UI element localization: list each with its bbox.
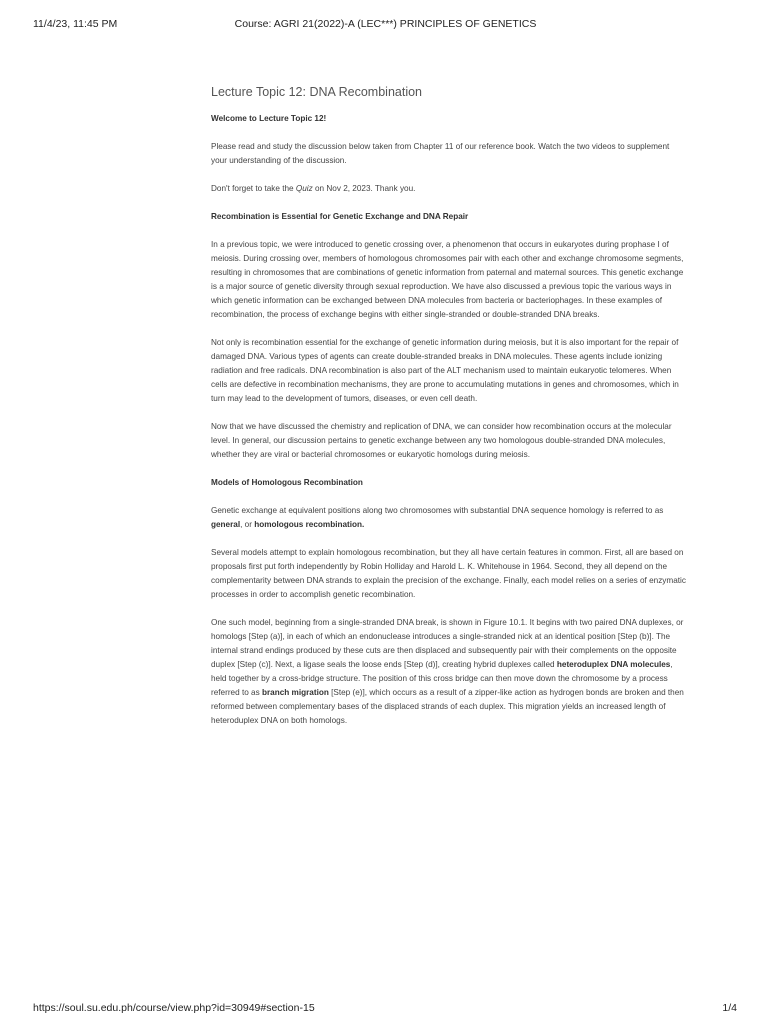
quiz-reminder-before: Don't forget to take the [211,184,296,193]
paragraph-general-recombination [211,504,686,532]
print-course-title: Course: AGRI 21(2022)-A (LEC***) PRINCIPLES OF GENETICS [234,18,537,30]
term-heteroduplex-dna: heteroduplex DNA molecules [556,660,671,669]
paragraph-figure-model [211,616,686,728]
quiz-link[interactable]: Quiz [295,184,313,193]
term-general: general [211,520,241,529]
lecture-title: Lecture Topic 12: DNA Recombination [211,85,422,99]
print-header [33,18,738,32]
paragraph-crossing-over: In a previous topic, we were introduced to genetic crossing over, a phenomenon that occurs in eukaryotes during prophase I of meiosis. During crossing over, members of homologous chromosomes pair with each other and exchange chromosome segments, resulting in chromosomes that are combinations of genetic information from paternal and maternal sources. This genetic exchange is a major source of genetic diversity through sexual reproduction. We have also discussed a previous topic the various ways in which genetic information can be exchanged between DNA molecules from bacteria or bacteriophages. In these examples of recombination, the process of exchange begins with either single-stranded or double-stranded DNA breaks. [211,240,684,319]
figure-model-text-3: [Step (e)], which occurs as a result of a zipper-like action as hydrogen bonds are broken and then reformed between complementary bases of the displaced strands of each duplex. This migration yields an increased length of heteroduplex DNA on both homologs. [211,688,684,725]
term-homologous-recombination: homologous recombination. [254,520,365,529]
lecture-content [211,84,686,742]
quiz-reminder [211,182,686,196]
print-footer [33,1002,737,1016]
print-url: https://soul.su.edu.ph/course/view.php?id=30949#section-15 [33,1002,315,1014]
paragraph-molecular-level: Now that we have discussed the chemistry and replication of DNA, we can consider how recombination occurs at the molecular level. In general, our discussion pertains to genetic exchange between any two homologous double-stranded DNA molecules, whether they are viral or bacterial chromosomes or eukaryotic homologs during meiosis. [211,422,672,459]
section-heading-models: Models of Homologous Recombination [211,478,363,487]
paragraph-dna-repair: Not only is recombination essential for the exchange of genetic information during meiosis, but it is also important for the repair of damaged DNA. Various types of agents can create double-stranded breaks in DNA molecules. These agents include ionizing radiation and free radicals. DNA recombination is also part of the ALT mechanism used to maintain eukaryotic telomeres. When cells are defective in recombination mechanisms, they are prone to accumulating mutations in genes and chromosomes, which in turn may lead to the development of tumors, diseases, or even cell death. [211,338,679,403]
page-number: 1/4 [722,1002,737,1014]
figure-model-text-1: One such model, beginning from a single-stranded DNA break, is shown in Figure 10.1. It begins with two paired DNA duplexes, or homologs [Step (a)], in each of which an endonuclease introduces a single-stranded nick at an identical position [Step (b)]. The internal strand endings produced by these cuts are then displaced and subsequently pair with their complements on the opposite duplex [Step (c)]. Next, a ligase seals the loose ends [Step (d)], creating hybrid duplexes called [211,618,684,669]
paragraph-models-common: Several models attempt to explain homologous recombination, but they all have certain features in common. First, all are based on proposals first put forth independently by Robin Holliday and Harold L. K. Whitehouse in 1964. Second, they all depend on the complementarity between DNA strands to explain the precision of the exchange. Finally, each model relies on a series of enzymatic processes in order to accomplish genetic recombination. [211,548,686,599]
print-datetime: 11/4/23, 11:45 PM [33,18,118,30]
intro-paragraph: Please read and study the discussion below taken from Chapter 11 of our reference book. Watch the two videos to supplement your understanding of the discussion. [211,142,670,165]
section-heading-recombination: Recombination is Essential for Genetic Exchange and DNA Repair [211,212,469,221]
general-or: , or [240,520,255,529]
term-branch-migration: branch migration [261,688,329,697]
figure-model-text-2: , held together by a cross-bridge structure. The position of this cross bridge can then move down the chromosome by a process referred to as [211,660,673,697]
welcome-text: Welcome to Lecture Topic 12! [211,114,327,123]
general-recombination-text: Genetic exchange at equivalent positions along two chromosomes with substantial DNA sequence homology is referred to as [211,506,664,515]
quiz-reminder-after: on Nov 2, 2023. Thank you. [312,184,416,193]
